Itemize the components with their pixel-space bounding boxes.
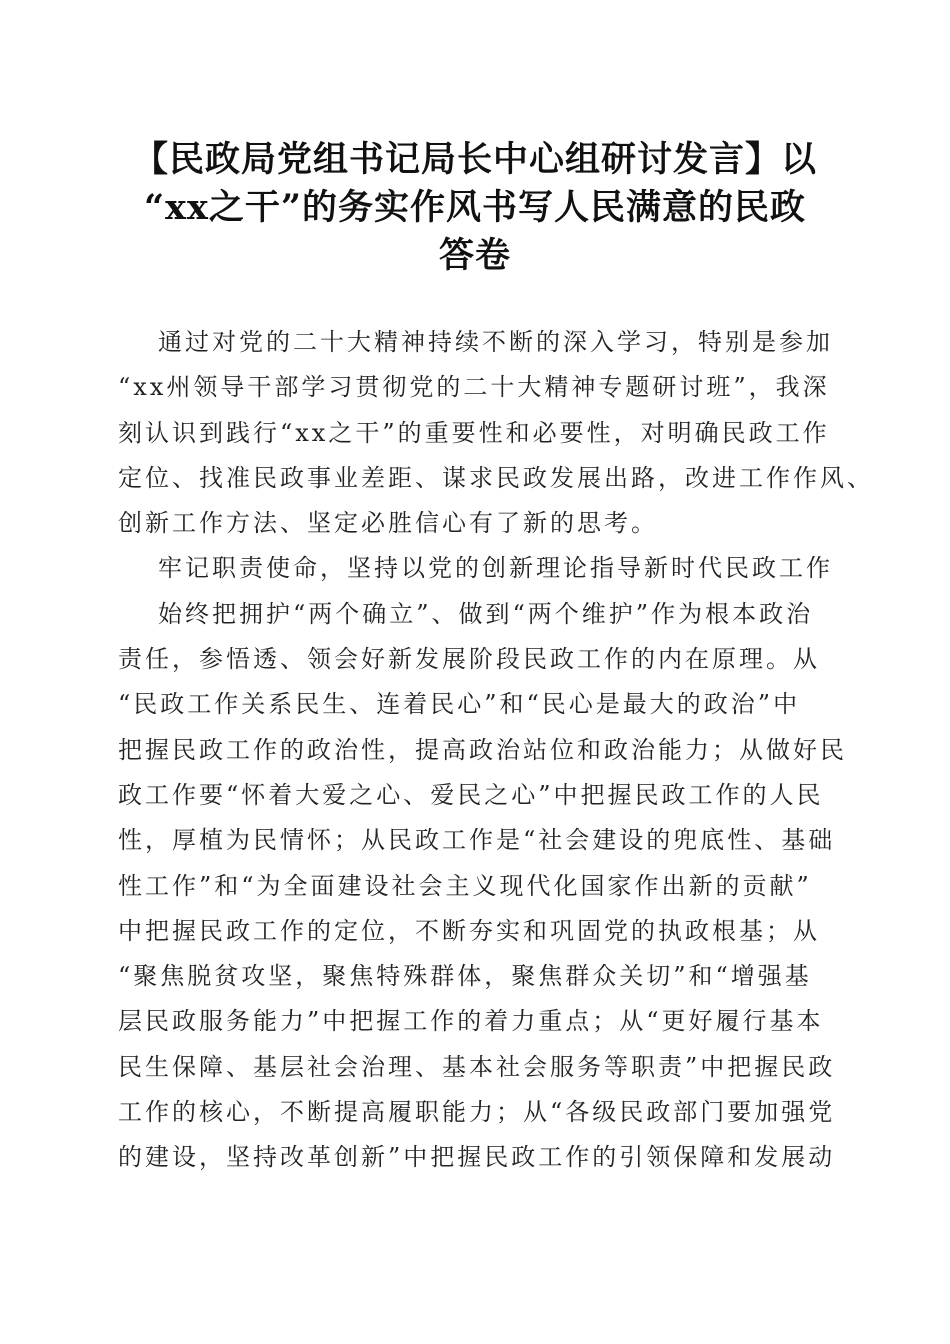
text-line: 创新工作方法、坚定必胜信心有了新的思考。 <box>118 509 658 538</box>
text-line: “xx州领导干部学习贯彻党的二十大精神专题研讨班”，我深 <box>118 373 830 402</box>
text-line: 通过对党的二十大精神持续不断的深入学习，特别是参加 <box>158 328 833 356</box>
text-line: 性工作”和“为全面建设社会主义现代化国家作出新的贡献” <box>118 871 812 900</box>
text-line: 把握民政工作的政治性，提高政治站位和政治能力；从做好民 <box>118 735 847 764</box>
section-heading <box>118 546 838 591</box>
text-line: “民政工作关系民生、连着民心”和“民心是最大的政治”中 <box>118 690 801 719</box>
title-line: 答卷 <box>438 235 511 276</box>
document-body <box>118 320 874 1181</box>
paragraph-body <box>118 592 847 1181</box>
document-title <box>110 136 840 280</box>
title-line: 【民政局党组书记局长中心组研讨发言】以 <box>132 139 817 180</box>
text-line: 始终把拥护“两个确立”、做到“两个维护”作为根本政治 <box>158 599 814 628</box>
text-line: “聚焦脱贫攻坚，聚焦特殊群体，聚焦群众关切”和“增强基 <box>118 962 812 991</box>
title-line: “xx之干”的务实作风书写人民满意的民政 <box>144 187 806 228</box>
text-line: 责任，参悟透、领会好新发展阶段民政工作的内在原理。从 <box>118 645 820 674</box>
text-line: 工作的核心，不断提高履职能力；从“各级民政部门要加强党 <box>118 1098 836 1127</box>
text-line: 政工作要“怀着大爱之心、爱民之心”中把握民政工作的人民 <box>118 780 824 809</box>
text-line: 中把握民政工作的定位，不断夯实和巩固党的执政根基；从 <box>118 916 820 945</box>
text-line: 民生保障、基层社会治理、基本社会服务等职责”中把握民政 <box>118 1052 836 1081</box>
text-line: 刻认识到践行“xx之干”的重要性和必要性，对明确民政工作 <box>118 418 830 447</box>
text-line: 定位、找准民政事业差距、谋求民政发展出路，改进工作作风、 <box>118 463 874 492</box>
text-line: 层民政服务能力”中把握工作的着力重点；从“更好履行基本 <box>118 1007 824 1036</box>
paragraph-intro <box>118 320 874 546</box>
text-line: 性，厚植为民情怀；从民政工作是“社会建设的兜底性、基础 <box>118 826 836 855</box>
text-line: 牢记职责使命，坚持以党的创新理论指导新时代民政工作 <box>158 554 833 583</box>
text-line: 的建设，坚持改革创新”中把握民政工作的引领保障和发展动 <box>118 1143 836 1172</box>
